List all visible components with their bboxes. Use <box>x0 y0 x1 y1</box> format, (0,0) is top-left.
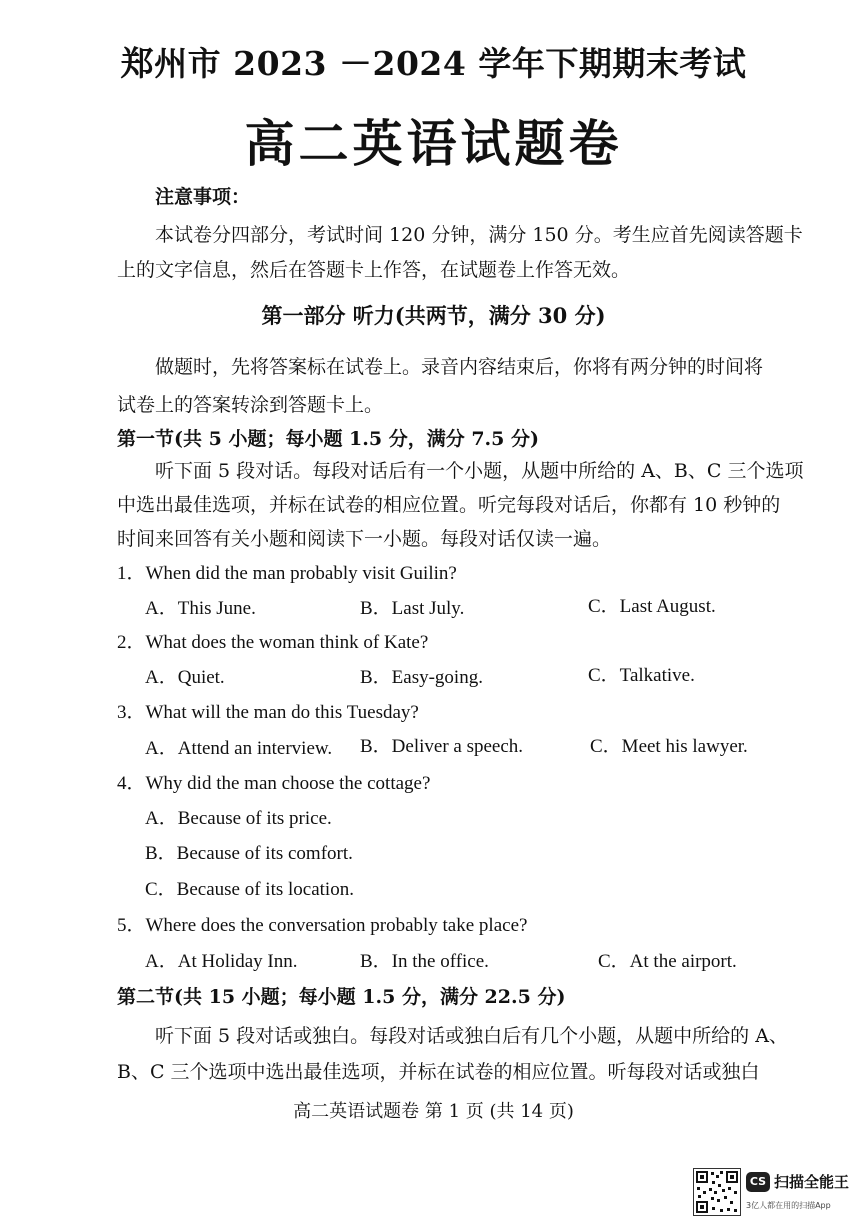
q2-option-b: B．Easy-going. <box>360 667 483 688</box>
question-5: 5．Where does the conversation probably take place? <box>117 915 528 936</box>
question-2: 2．What does the woman think of Kate? <box>117 632 429 653</box>
q1-option-c: C．Last August. <box>588 596 716 617</box>
exam-title: 郑州市 2023 －2024 学年下期期末考试 <box>120 44 747 83</box>
part1-intro-2: 试卷上的答案转涂到答题卡上。 <box>117 394 384 416</box>
qr-code-icon <box>693 1168 741 1216</box>
q3-option-b: B．Deliver a speech. <box>360 736 524 757</box>
question-3: 3．What will the man do this Tuesday? <box>117 702 419 723</box>
question-4: 4．Why did the man choose the cottage? <box>117 773 431 794</box>
exam-subtitle: 高二英语试题卷 <box>244 114 623 173</box>
section1-instr-1: 听下面 5 段对话。每段对话后有一个小题，从题中所给的 A、B、C 三个选项 <box>155 460 804 482</box>
q3-option-c: C．Meet his lawyer. <box>590 736 748 757</box>
q5-option-a: A．At Holiday Inn. <box>145 951 298 972</box>
q4-option-b: B．Because of its comfort. <box>145 843 353 864</box>
notice-line-2: 上的文字信息，然后在答题卡上作答，在试题卷上作答无效。 <box>117 259 631 281</box>
q2-option-c: C．Talkative. <box>588 665 695 686</box>
notice-heading: 注意事项： <box>155 186 251 208</box>
q1-option-a: A．This June. <box>145 598 256 619</box>
q3-option-a: A．Attend an interview. <box>145 738 333 759</box>
question-1: 1．When did the man probably visit Guilin? <box>117 563 457 584</box>
q1-option-b: B．Last July. <box>360 598 465 619</box>
camscanner-logo-icon: CS <box>746 1172 770 1192</box>
part1-title: 第一部分 听力(共两节，满分 30 分) <box>261 303 606 328</box>
camscanner-tagline: 3亿人都在用的扫描App <box>746 1201 831 1210</box>
camscanner-app-name: 扫描全能王 <box>774 1173 850 1191</box>
q4-option-a: A．Because of its price. <box>145 808 332 829</box>
q2-option-a: A．Quiet. <box>145 667 225 688</box>
page-footer: 高二英语试题卷 第 1 页 (共 14 页) <box>293 1101 574 1122</box>
q5-option-b: B．In the office. <box>360 951 489 972</box>
section1-instr-2: 中选出最佳选项，并标在试卷的相应位置。听完每段对话后，你都有 10 秒钟的 <box>117 494 781 516</box>
notice-line-1: 本试卷分四部分，考试时间 120 分钟，满分 150 分。考生应首先阅读答题卡 <box>155 224 803 246</box>
section1-heading: 第一节(共 5 小题；每小题 1.5 分，满分 7.5 分) <box>117 428 539 450</box>
q4-option-c: C．Because of its location. <box>145 879 354 900</box>
part1-intro-1: 做题时，先将答案标在试卷上。录音内容结束后，你将有两分钟的时间将 <box>155 356 764 378</box>
q5-option-c: C．At the airport. <box>598 951 737 972</box>
section2-heading: 第二节(共 15 小题；每小题 1.5 分，满分 22.5 分) <box>117 986 566 1008</box>
section2-instr-2: B、C 三个选项中选出最佳选项，并标在试卷的相应位置。听每段对话或独白 <box>117 1061 760 1083</box>
section1-instr-3: 时间来回答有关小题和阅读下一小题。每段对话仅读一遍。 <box>117 528 612 550</box>
section2-instr-1: 听下面 5 段对话或独白。每段对话或独白后有几个小题，从题中所给的 A、 <box>155 1025 788 1047</box>
